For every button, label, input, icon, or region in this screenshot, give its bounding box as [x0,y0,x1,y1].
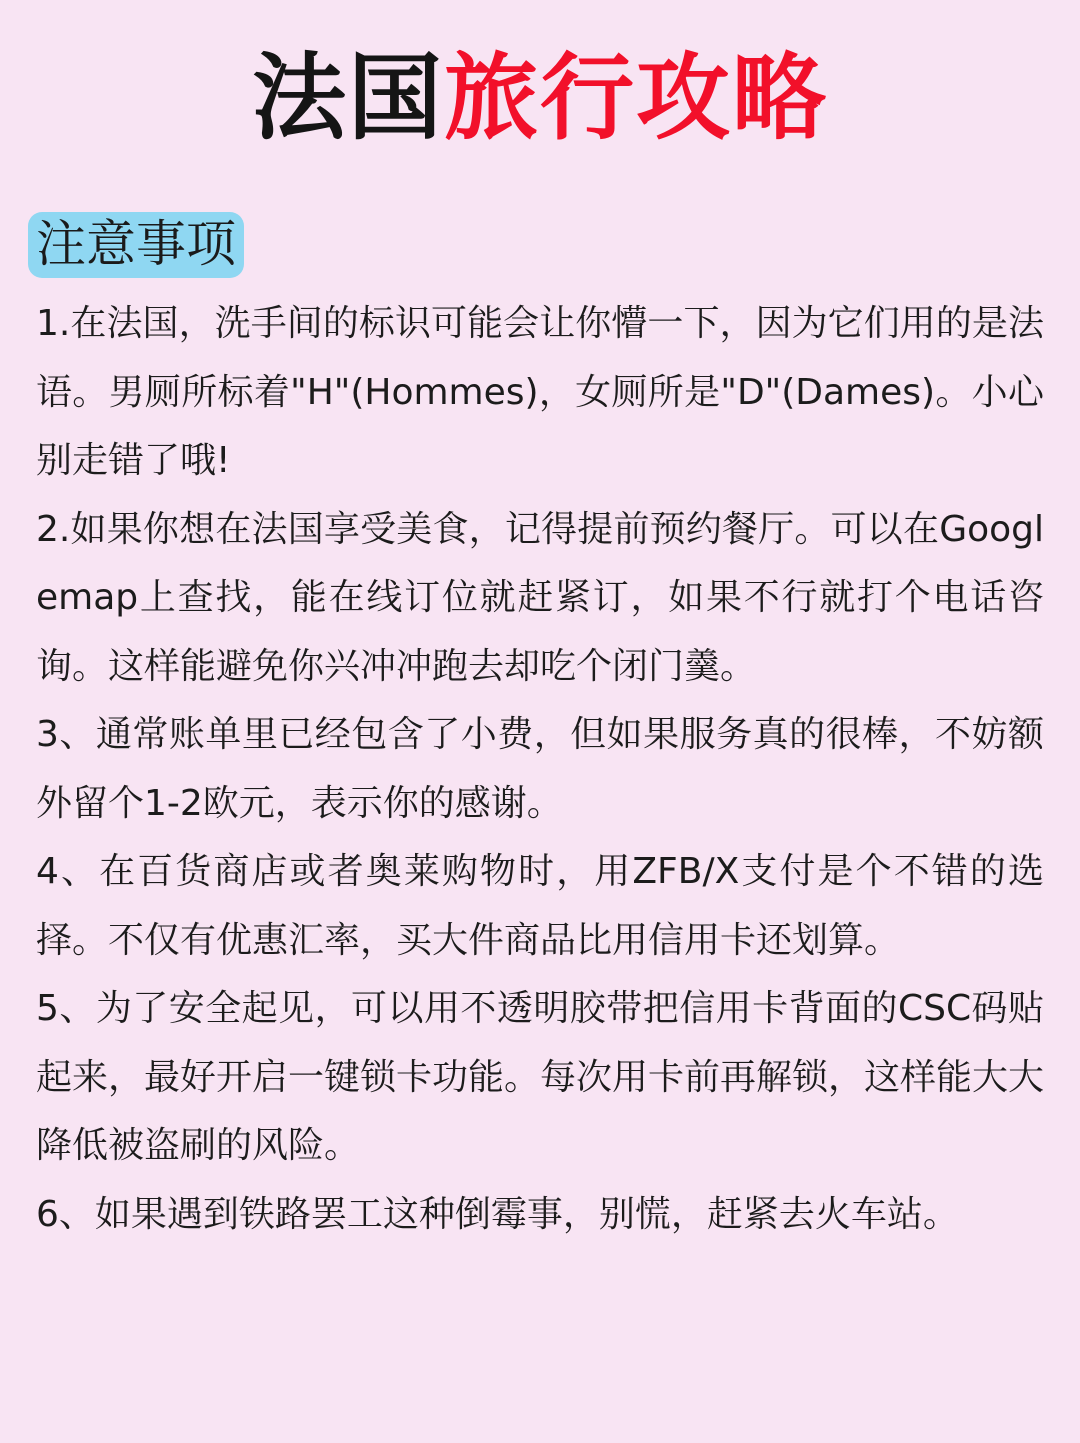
tip-4: 4、在百货商店或者奥莱购物时，用ZFB/X支付是个不错的选择。不仅有优惠汇率，买大件商品比用信用卡还划算。 [36,851,1044,961]
title-country: 法国 [251,44,444,153]
tip-1: 1.在法国，洗手间的标识可能会让你懵一下，因为它们用的是法语。男厕所标着"H"(Hommes)，女厕所是"D"(Dames)。小心别走错了哦! [36,303,1044,481]
tip-6: 6、如果遇到铁路罢工这种倒霉事，别慌，赶紧去火车站。 [36,1193,959,1235]
page-title [0,44,1080,154]
section-label-notes: 注意事项 [28,212,244,278]
tip-5: 5、为了安全起见，可以用不透明胶带把信用卡背面的CSC码贴起来，最好开启一键锁卡功能。每次用卡前再解锁，这样能大大降低被盗刷的风险。 [36,988,1045,1166]
tip-2: 2.如果你想在法国享受美食，记得提前预约餐厅。可以在Googlemap上查找，能在线订位就赶紧订，如果不行就打个电话咨询。这样能避免你兴冲冲跑去却吃个闭门羹。 [36,508,1044,687]
tip-3: 3、通常账单里已经包含了小费，但如果服务真的很棒，不妨额外留个1-2欧元，表示你的感谢。 [36,714,1044,824]
title-guide: 旅行攻略 [444,44,829,153]
tips-list [36,290,1044,1249]
